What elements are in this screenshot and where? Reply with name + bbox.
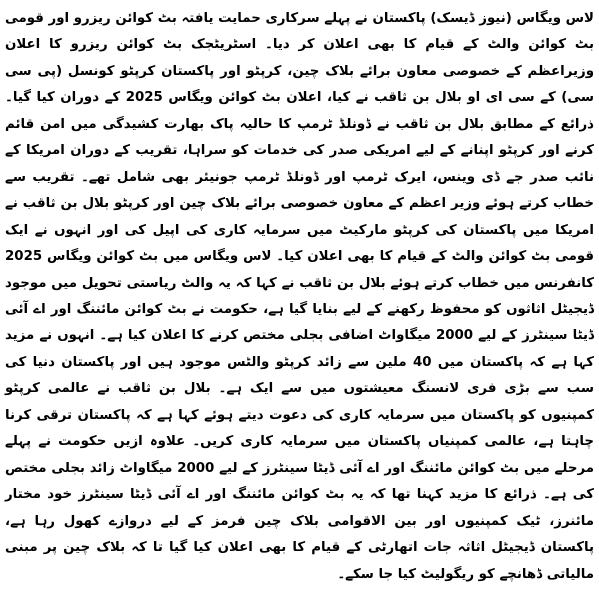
article-body: لاس ویگاس (نیوز ڈیسک) پاکستان نے پہلے سرکاری حمایت یافتہ بٹ کوائن ریزرو اور قومی بٹ کوائن والٹ کے قیام کا بھی اعلان کر دیا۔ اسٹریٹجک بٹ کوائن ریزرو کا اعلان وزیراعظم کے خصوصی معاون برائے بلاک چین، کرپٹو اور پاکستان کرپٹو کونسل (پی سی سی) کے سی ای او بلال بن ثاقب نے کیا، اعلان بٹ کوائن ویگاس 2025 کے دوران کیا گیا۔ ذرائع کے مطابق بلال بن ثاقب نے ڈونلڈ ٹرمپ کا حالیہ پاک بھارت کشیدگی میں امن قائم کرنے اور کرپٹو اپنانے کے لیے امریکی صدر کی خدمات کو سراہا، تقریب کے دوران امریکا کے نائب صدر جے ڈی وینس، ایرک ٹرمپ اور ڈونلڈ ٹرمپ جونیئر بھی شامل تھے۔ تقریب سے خطاب کرتے ہوئے وزیر اعظم کے معاون خصوصی برائے بلاک چین اور کرپٹو بلال بن ثاقب نے امریکا میں پاکستان کی کرپٹو مارکیٹ میں سرمایہ کاری کی اپیل کی اور انہوں نے ایک قومی بٹ کوائن والٹ کے قیام کا بھی اعلان کیا۔ لاس ویگاس میں بٹ کوائن ویگاس 2025 کانفرنس میں خطاب کرتے ہوئے بلال بن ثاقب نے کہا کہ یہ والٹ ریاستی تحویل میں موجود ڈیجیٹل اثاثوں کو محفوظ رکھنے کے لیے بنایا گیا ہے، حکومت نے بٹ کوائن مائننگ اور اے آئی ڈیٹا سینٹرز کے لیے 2000 میگاواٹ اضافی بجلی مختص کرنے کا اعلان کیا ہے۔ انہوں نے مزید کہا ہے کہ پاکستان میں 40 ملین سے زائد کرپٹو والٹس موجود ہیں اور پاکستان دنیا کی سب سے بڑی فری لانسنگ معیشتوں میں سے ایک ہے۔ بلال بن ثاقب نے عالمی کرپٹو کمپنیوں کو پاکستان میں سرمایہ کاری کی دعوت دیتے ہوئے کہا ہے کہ پاکستان ترقی کرنا چاہتا ہے، عالمی کمپنیاں پاکستان میں سرمایہ کاری کریں۔ علاوہ ازیں حکومت نے پہلے مرحلے میں بٹ کوائن مائننگ اور اے آئی ڈیٹا سینٹرز کے لیے 2000 میگاواٹ زائد بجلی مختص کی ہے۔ ذرائع کا مزید کہنا تھا کہ یہ بٹ کوائن مائننگ اور اے آئی ڈیٹا سینٹرز خود مختار مائنرز، ٹیک کمپنیوں اور بین الاقوامی بلاک چین فرمز کے لیے دروازے کھول رہا ہے، پاکستان ڈیجیٹل اثاثہ جات اتھارٹی کے قیام کا بھی اعلان کیا گیا تا کہ بلاک چین پر مبنی مالیاتی ڈھانچے کو ریگولیٹ کیا جا سکے۔	[5, 11, 595, 582]
